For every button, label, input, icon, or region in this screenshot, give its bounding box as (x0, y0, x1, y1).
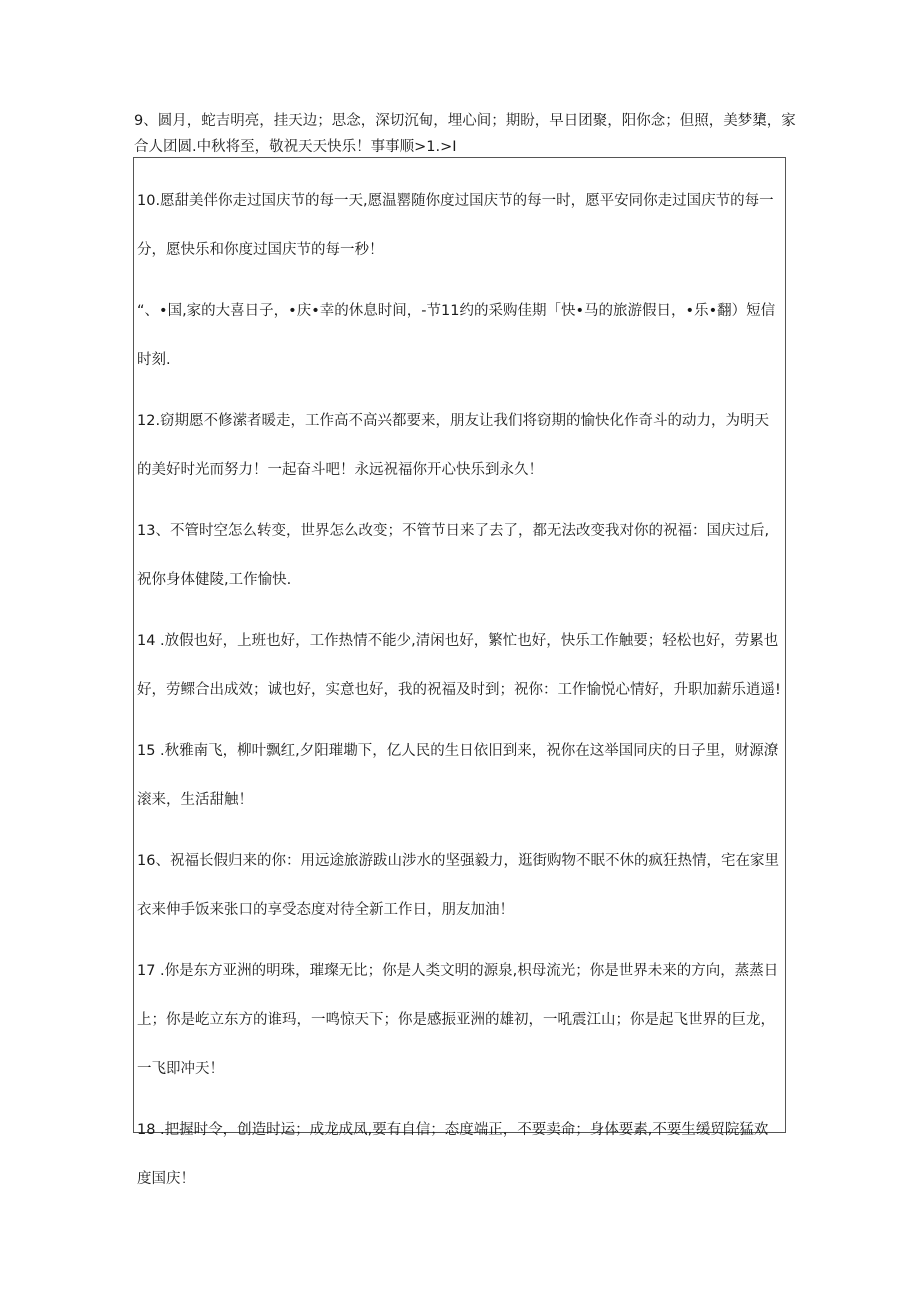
intro-paragraph: 9、圆月，蛇吉明亮，挂天边；思念，深切沉甸，埋心间；期盼，早日团聚，阳你念；但照，美梦橥，家合人团圆.中秋将至，敬祝天天快乐！事事顺>1.>I (134, 113, 796, 155)
paragraph-17: 17 .你是东方亚洲的明珠，璀璨无比；你是人类文明的源泉,枳母流光；你是世界未来的方向，蒸蒸日上；你是屹立东方的谁玛，一鸣惊天下；你是感振亚洲的雄初，一吼震江山；你是起飞世界的巨龙，一飞即冲天！ (137, 963, 779, 1077)
paragraph-14: 14 .放假也好，上班也好，工作热情不能少,清闲也好，繁忙也好，快乐工作触要；轻松也好，劳累也好，劳鳏合出成效；诚也好，实意也好，我的祝福及时到；祝你：工作愉悦心情好，升职加薪乐逍遥! (137, 633, 781, 698)
bordered-content-box (133, 157, 786, 1187)
paragraph-16: 16、祝福长假归来的你：用远途旅游跋山涉水的坚强毅力，逛街购物不眠不休的疯狂热情，宅在家里衣来伸手饭来张口的享受态度对待全新工作日，朋友加油！ (137, 853, 779, 918)
paragraph-12: 12.窃期愿不修潆者暖走，工作高不高兴都要来，朋友让我们将窃期的愉快化作奇斗的动力，为明天的美好时光而努力！一起奋斗吧！永远祝福你开心快乐到永久！ (137, 413, 770, 478)
paragraph-18: 18 .把握时令，创造时运；成龙成凤,要有自信；态度端正，不要卖命；身体要素,不要生缓贸院猛欢度国庆！ (137, 1122, 769, 1187)
box-content (137, 177, 781, 1215)
paragraph-13: 13、不管时空怎么转变，世界怎么改变；不管节日来了去了，都无法改变我对你的祝福：国庆过后,祝你身体健陵,工作愉快. (137, 523, 770, 588)
paragraph-10: 10.愿甜美伴你走过国庆节的每一天,愿温罂随你度过国庆节的每一时，愿平安同你走过国庆节的每一分，愿快乐和你度过国庆节的每一秒！ (137, 193, 774, 258)
paragraph-11: “、•国,家的大喜日子，•庆•幸的休息时间，-节11约的采购佳期「快•马的旅游假日，•乐•翻）短信时刻. (137, 303, 776, 368)
paragraph-15: 15 .秋雅南飞，柳叶飘红,夕阳璀墈下，亿人民的生日依旧到来，祝你在这举国同庆的日子里，财源潦滚来，生活甜触！ (137, 743, 779, 808)
